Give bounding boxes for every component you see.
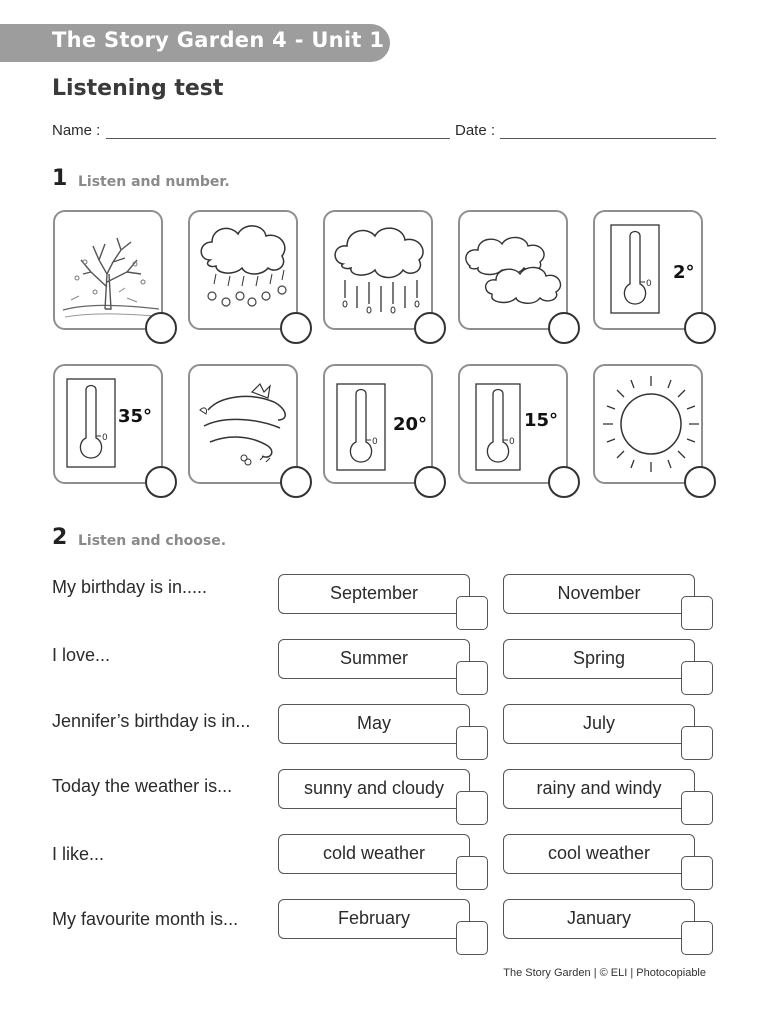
section-2-instruction: Listen and choose. (78, 533, 227, 549)
temperature-label: 2° (673, 262, 695, 283)
picture-card-2-degrees (593, 210, 703, 330)
date-field[interactable] (500, 138, 716, 139)
answer-checkbox[interactable] (456, 856, 488, 890)
question-1: My birthday is in..... (52, 577, 208, 597)
temperature-label: 20° (393, 414, 428, 435)
answer-checkbox[interactable] (456, 596, 488, 630)
choice-label: Spring (572, 647, 626, 668)
section-1-number: 1 (52, 166, 68, 191)
choice-box (503, 704, 695, 744)
question-4: Today the weather is... (52, 776, 233, 796)
sun-icon (595, 366, 705, 486)
choice-label: Summer (339, 647, 408, 668)
choice-box (503, 574, 695, 614)
choice-label: cold weather (322, 842, 426, 863)
number-circle-3[interactable] (414, 312, 446, 344)
choice-label: September (329, 582, 419, 603)
answer-checkbox[interactable] (681, 791, 713, 825)
choice-box (278, 639, 470, 679)
picture-card-windy (188, 364, 298, 484)
choice-label: July (582, 712, 615, 733)
choice-label: sunny and cloudy (303, 777, 445, 798)
section-2-number: 2 (52, 525, 68, 550)
answer-checkbox[interactable] (456, 791, 488, 825)
question-3: Jennifer’s birthday is in... (52, 711, 251, 731)
choice-box (503, 899, 695, 939)
picture-card-rain (323, 210, 433, 330)
snow-cloud-icon (190, 212, 300, 332)
choice-box (278, 899, 470, 939)
number-circle-5[interactable] (684, 312, 716, 344)
clouds-icon (460, 212, 570, 332)
choice-box (278, 769, 470, 809)
picture-card-sunny (593, 364, 703, 484)
number-circle-6[interactable] (145, 466, 177, 498)
answer-checkbox[interactable] (456, 726, 488, 760)
picture-card-15-degrees (458, 364, 568, 484)
number-circle-8[interactable] (414, 466, 446, 498)
svg-text:0: 0 (102, 433, 108, 443)
answer-checkbox[interactable] (681, 726, 713, 760)
question-6: My favourite month is... (52, 909, 239, 929)
wind-icon (190, 366, 300, 486)
temperature-label: 15° (524, 410, 559, 431)
question-2: I love... (52, 645, 111, 665)
temperature-label: 35° (118, 406, 153, 427)
number-circle-4[interactable] (548, 312, 580, 344)
choice-box (278, 574, 470, 614)
number-circle-1[interactable] (145, 312, 177, 344)
choice-box (278, 834, 470, 874)
picture-card-35-degrees (53, 364, 163, 484)
banner-title: The Story Garden 4 - Unit 1 (52, 28, 385, 52)
svg-text:0: 0 (646, 279, 652, 289)
name-label: Name : (52, 122, 101, 139)
rain-cloud-icon (325, 212, 435, 332)
picture-card-snow (188, 210, 298, 330)
svg-text:0: 0 (509, 437, 515, 447)
name-field[interactable] (106, 138, 450, 139)
number-circle-2[interactable] (280, 312, 312, 344)
answer-checkbox[interactable] (681, 661, 713, 695)
answer-checkbox[interactable] (681, 596, 713, 630)
choice-box (278, 704, 470, 744)
picture-card-tree (53, 210, 163, 330)
choice-label: February (337, 907, 411, 928)
choice-label: November (557, 582, 641, 603)
choice-box (503, 834, 695, 874)
choice-label: cool weather (547, 842, 651, 863)
date-label: Date : (455, 122, 496, 139)
question-5: I like... (52, 844, 105, 864)
title-banner (0, 24, 390, 62)
choice-label: January (566, 907, 632, 928)
section-1-instruction: Listen and number. (78, 174, 230, 190)
number-circle-10[interactable] (684, 466, 716, 498)
picture-card-20-degrees (323, 364, 433, 484)
choice-label: rainy and windy (536, 777, 662, 798)
bare-tree-icon (55, 212, 165, 332)
page-title: Listening test (52, 76, 224, 101)
choice-box (503, 639, 695, 679)
footer-credit: The Story Garden | © ELI | Photocopiable (503, 967, 706, 979)
answer-checkbox[interactable] (681, 921, 713, 955)
choice-box (503, 769, 695, 809)
number-circle-9[interactable] (548, 466, 580, 498)
choice-label: May (356, 712, 391, 733)
picture-card-cloudy (458, 210, 568, 330)
answer-checkbox[interactable] (456, 921, 488, 955)
answer-checkbox[interactable] (681, 856, 713, 890)
answer-checkbox[interactable] (456, 661, 488, 695)
svg-text:0: 0 (372, 437, 378, 447)
number-circle-7[interactable] (280, 466, 312, 498)
